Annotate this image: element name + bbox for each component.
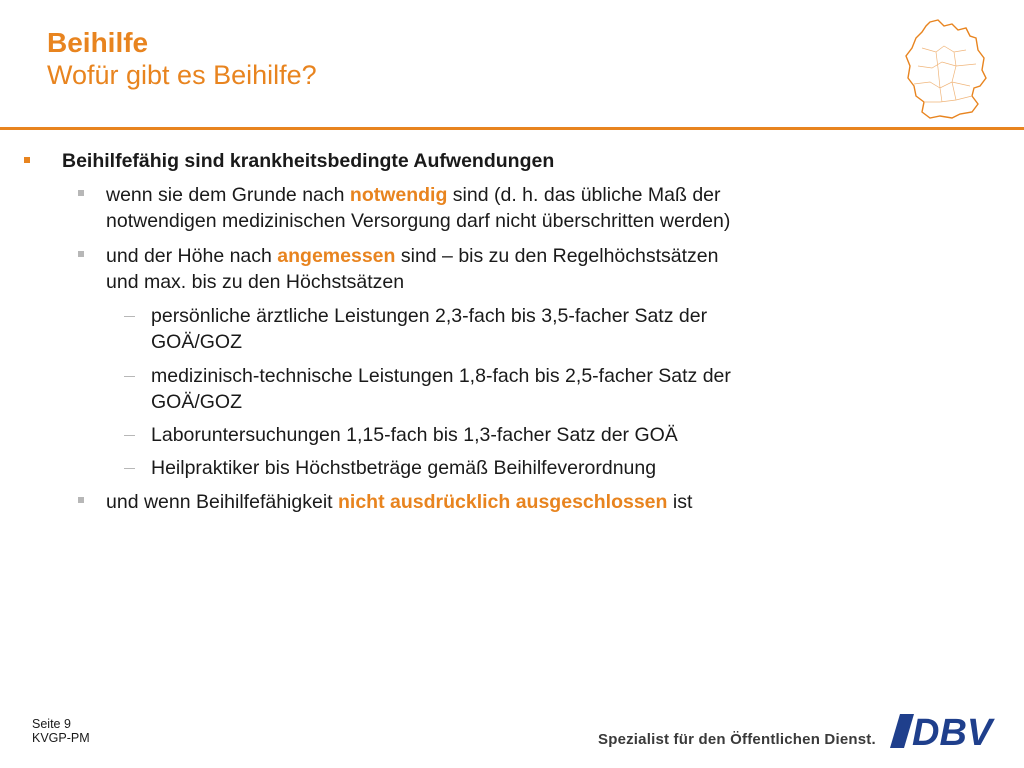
text: sind (d. h. das übliche Maß der <box>447 184 721 206</box>
bullet-level2-angemessen <box>106 243 719 295</box>
document-code: KVGP-PM <box>32 731 90 745</box>
slide-subtitle: Wofür gibt es Beihilfe? <box>47 60 317 90</box>
bullet-level1: Beihilfefähig sind krankheitsbedingte Aufwendungen <box>62 150 555 172</box>
bullet-level3-heilpraktiker: Heilpraktiker bis Höchstbeträge gemäß Beihilfeverordnung <box>151 457 657 479</box>
bullet-level2-ausgeschlossen <box>106 489 692 515</box>
dash-icon <box>124 376 135 377</box>
text: und max. bis zu den Höchstsätzen <box>106 271 405 293</box>
text: GOÄ/GOZ <box>151 391 243 413</box>
bullet-level3-aerztlich <box>151 303 707 355</box>
text: und wenn Beihilfefähigkeit <box>106 491 338 513</box>
text: medizinisch-technische Leistungen 1,8-fach bis 2,5-facher Satz der <box>151 365 731 387</box>
bullet-square-icon <box>78 251 84 257</box>
page-number: Seite 9 <box>32 717 71 731</box>
bullet-square-icon <box>78 190 84 196</box>
highlight-ausgeschlossen: nicht ausdrücklich ausgeschlossen <box>338 491 668 513</box>
bullet-level2-notwendig <box>106 182 730 234</box>
highlight-angemessen: angemessen <box>277 245 396 267</box>
text: persönliche ärztliche Leistungen 2,3-fach bis 3,5-facher Satz der <box>151 305 708 327</box>
dbv-logo <box>890 714 1002 748</box>
dash-icon <box>124 468 135 469</box>
dash-icon <box>124 435 135 436</box>
text: notwendigen medizinischen Versorgung darf nicht überschritten werden) <box>106 210 731 232</box>
bullet-level3-labor: Laboruntersuchungen 1,15-fach bis 1,3-facher Satz der GOÄ <box>151 424 678 446</box>
germany-map-icon <box>900 18 990 120</box>
footer-tagline: Spezialist für den Öffentlichen Dienst. <box>598 731 876 748</box>
text: GOÄ/GOZ <box>151 331 243 353</box>
slide-title: Beihilfe <box>47 27 149 58</box>
bullet-square-icon <box>78 497 84 503</box>
text: wenn sie dem Grunde nach <box>106 184 350 206</box>
bullet-level3-technisch <box>151 363 731 415</box>
dash-icon <box>124 316 135 317</box>
text: ist <box>667 491 693 513</box>
highlight-notwendig: notwendig <box>349 184 448 206</box>
footer-page-info <box>32 717 90 745</box>
title-divider <box>0 127 1024 130</box>
title-block <box>47 26 317 92</box>
logo-text: DBV <box>912 714 993 748</box>
bullet-square-icon <box>24 157 30 163</box>
text: und der Höhe nach <box>106 245 278 267</box>
text: sind – bis zu den Regelhöchstsätzen <box>395 245 719 267</box>
